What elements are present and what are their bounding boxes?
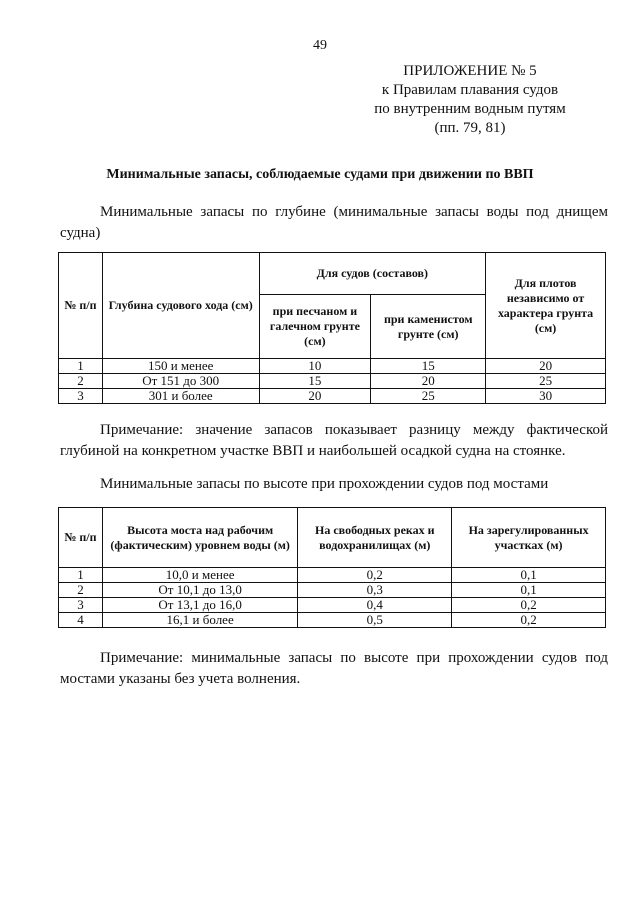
cell-sand: 10 <box>259 359 371 374</box>
cell-rafts: 30 <box>486 389 606 404</box>
cell-sand: 20 <box>259 389 371 404</box>
cell-num: 4 <box>59 613 103 628</box>
table-row <box>59 374 606 389</box>
table-row <box>59 598 606 613</box>
header-num: № п/п <box>59 253 103 359</box>
cell-regulated: 0,2 <box>452 598 606 613</box>
cell-stone: 20 <box>371 374 486 389</box>
header-sand: при песчаном и галечном грунте (см) <box>259 295 371 359</box>
cell-sand: 15 <box>259 374 371 389</box>
header-height: Высота моста над рабочим (фактическим) уровнем воды (м) <box>102 508 298 568</box>
cell-free: 0,4 <box>298 598 452 613</box>
note-depth: Примечание: значение запасов показывает разницу между фактической глубиной на конкретном участке ВВП и наибольшей осадкой судна на стоянке. <box>60 422 608 459</box>
cell-regulated: 0,1 <box>452 568 606 583</box>
cell-num: 2 <box>59 374 103 389</box>
appendix-line-4: (пп. 79, 81) <box>434 120 506 136</box>
appendix-header <box>360 62 580 138</box>
cell-num: 2 <box>59 583 103 598</box>
header-num: № п/п <box>59 508 103 568</box>
cell-stone: 25 <box>371 389 486 404</box>
header-regulated: На зарегулированных участках (м) <box>452 508 606 568</box>
table-row <box>59 568 606 583</box>
cell-depth: 301 и более <box>102 389 259 404</box>
cell-free: 0,2 <box>298 568 452 583</box>
table-row <box>59 613 606 628</box>
note-height: Примечание: минимальные запасы по высоте при прохождении судов под мостами указаны без учета волнения. <box>60 650 608 687</box>
page-number: 49 <box>313 38 327 53</box>
cell-regulated: 0,2 <box>452 613 606 628</box>
header-stone: при каменистом грунте (см) <box>371 295 486 359</box>
depth-intro: Минимальные запасы по глубине (минимальные запасы воды под днищем судна) <box>60 204 608 241</box>
table-row <box>59 359 606 374</box>
cell-height: 10,0 и менее <box>102 568 298 583</box>
cell-stone: 15 <box>371 359 486 374</box>
table-row <box>59 583 606 598</box>
appendix-line-2: к Правилам плавания судов <box>381 82 559 98</box>
header-vessels: Для судов (составов) <box>259 253 486 295</box>
depth-table <box>58 252 606 404</box>
cell-num: 3 <box>59 389 103 404</box>
document-heading: Минимальные запасы, соблюдаемые судами при движении по ВВП <box>106 167 534 182</box>
appendix-line-3: по внутренним водным путям <box>374 101 566 117</box>
cell-num: 3 <box>59 598 103 613</box>
cell-height: От 10,1 до 13,0 <box>102 583 298 598</box>
cell-height: От 13,1 до 16,0 <box>102 598 298 613</box>
height-intro: Минимальные запасы по высоте при прохождении судов под мостами <box>100 476 549 492</box>
cell-depth: 150 и менее <box>102 359 259 374</box>
cell-regulated: 0,1 <box>452 583 606 598</box>
header-depth: Глубина судового хода (см) <box>102 253 259 359</box>
cell-rafts: 20 <box>486 359 606 374</box>
cell-num: 1 <box>59 359 103 374</box>
cell-height: 16,1 и более <box>102 613 298 628</box>
cell-depth: От 151 до 300 <box>102 374 259 389</box>
table-row <box>59 389 606 404</box>
height-table <box>58 507 606 628</box>
cell-free: 0,3 <box>298 583 452 598</box>
cell-num: 1 <box>59 568 103 583</box>
cell-free: 0,5 <box>298 613 452 628</box>
header-rafts: Для плотов независимо от характера грунта (см) <box>486 253 606 359</box>
appendix-title: ПРИЛОЖЕНИЕ № 5 <box>403 63 537 79</box>
header-free: На свободных реках и водохранилищах (м) <box>298 508 452 568</box>
cell-rafts: 25 <box>486 374 606 389</box>
